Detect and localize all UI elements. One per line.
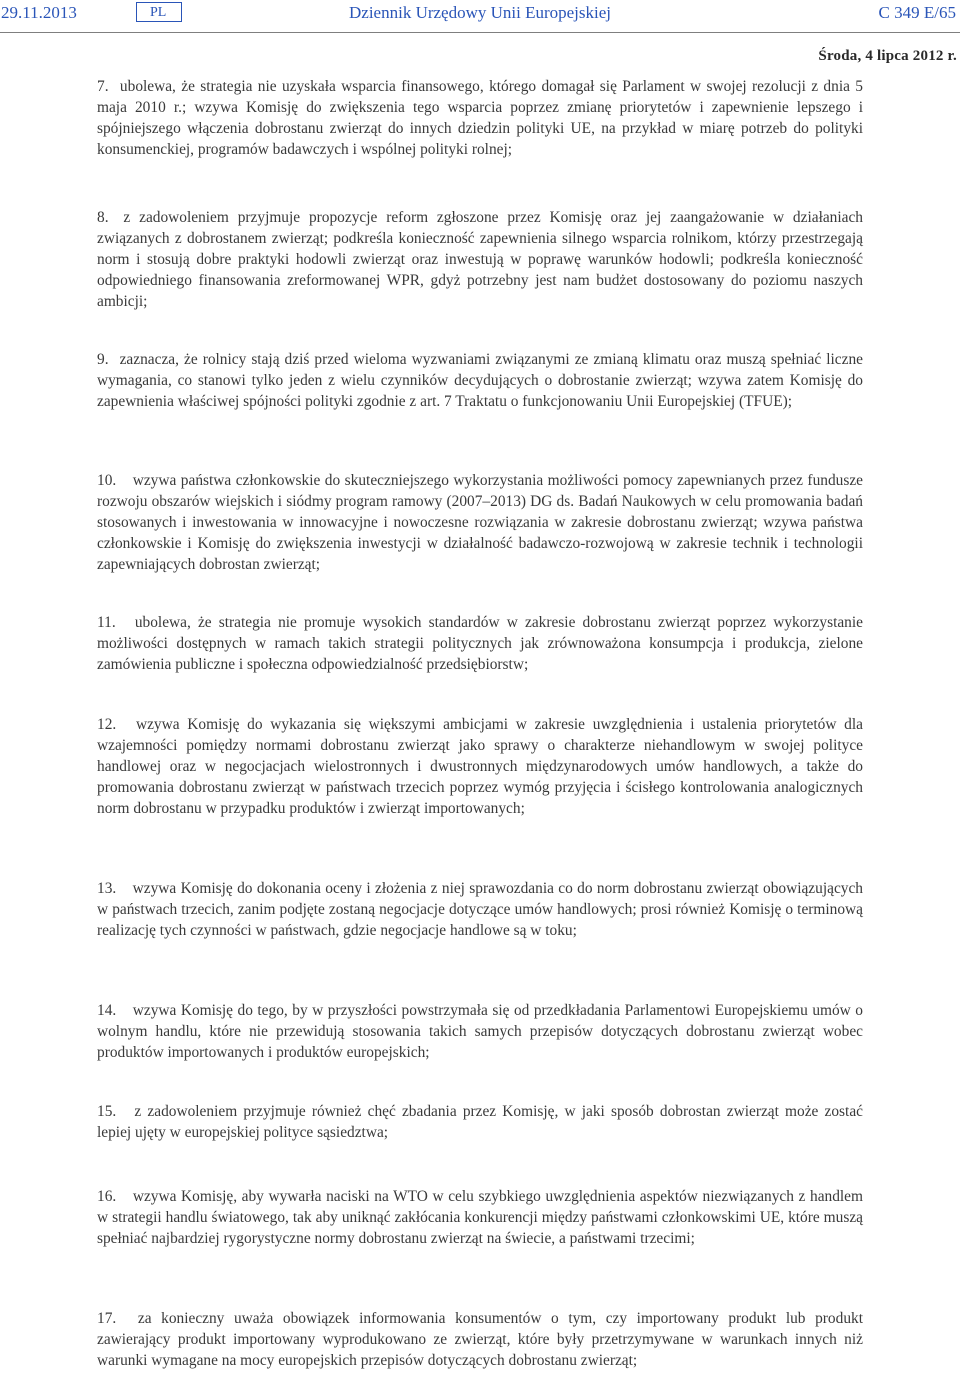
sitting-date: Środa, 4 lipca 2012 r. bbox=[818, 48, 957, 64]
paragraph-15 bbox=[97, 1101, 863, 1143]
paragraph-text: zaznacza, że rolnicy stają dziś przed wieloma wyzwaniami związanymi ze zmianą klimatu oraz muszą spełniać liczne wymagania, co stanowi tylko jeden z wielu czynników decydujących o dobrostanie zwierząt; wzywa zatem Komisję do zapewnienia właściwej spójności polityki zgodnie z art. 7 Traktatu o funkcjonowaniu Unii Europejskiej (TFUE); bbox=[97, 351, 863, 410]
paragraph-text: wzywa Komisję do tego, by w przyszłości powstrzymała się od przedkładania Parlamentowi Europejskiemu umów o wolnym handlu, które nie przewidują stosowania takich samych przepisów dotyczących dobrostanu zwierząt wobec produktów importowanych i produktów europejskich; bbox=[97, 1002, 863, 1061]
header-divider bbox=[0, 32, 960, 33]
paragraph-13 bbox=[97, 878, 863, 941]
paragraph-text: za konieczny uważa obowiązek informowania konsumentów o tym, czy importowany produkt lub produkt zawierający produkt importowany wyprodukowano ze zwierząt, które były przetrzymywane w warunkach innych niż warunki wymagane na mocy europejskich przepisów dotyczących dobrostanu zwierząt; bbox=[97, 1310, 863, 1369]
paragraph-number: 11. bbox=[97, 614, 116, 631]
publication-date: 29.11.2013 bbox=[1, 3, 77, 22]
journal-reference: C 349 E/65 bbox=[878, 3, 956, 22]
paragraph-number: 15. bbox=[97, 1103, 117, 1120]
paragraph-text: ubolewa, że strategia nie uzyskała wsparcia finansowego, którego domagał się Parlament w swojej rezolucji z dnia 5 maja 2010 r.; wzywa Komisję do zwiększenia tego wsparcia poprzez zmianę priorytetów i zapewnienie lepszego i spójniejszego włączenia dobrostanu zwierząt do innych dziedzin polityki UE, na przykład w miarę potrzeb do polityki konsumenckiej, programów badawczych i wspólnej polityki rolnej; bbox=[97, 78, 863, 158]
paragraph-14 bbox=[97, 1000, 863, 1063]
journal-title: Dziennik Urzędowy Unii Europejskiej bbox=[349, 3, 612, 22]
paragraph-number: 13. bbox=[97, 880, 117, 897]
paragraph-11 bbox=[97, 612, 863, 675]
paragraph-17 bbox=[97, 1308, 863, 1371]
paragraph-text: wzywa Komisję do wykazania się większymi ambicjami w zakresie uwzględnienia i ustalenia priorytetów dla wzajemności pomiędzy normami dobrostanu zwierząt jako sprawy o charakterze niehandlowym w swojej polityce handlowej oraz w negocjacjach wielostronnych i dwustronnych międzynarodowych umów handlowych, a także do promowania dobrostanu zwierząt w państwach trzecich poprzez wymóg przyjęcia i ścisłego kontrolowania analogicznych norm dobrostanu w przypadku produktów i zwierząt importowanych; bbox=[97, 716, 863, 817]
page-header bbox=[0, 3, 960, 29]
paragraph-8 bbox=[97, 207, 863, 312]
paragraph-number: 14. bbox=[97, 1002, 117, 1019]
language-badge: PL bbox=[136, 2, 182, 22]
paragraph-text: z zadowoleniem przyjmuje również chęć zbadania przez Komisję, w jaki sposób dobrostan zwierząt może zostać lepiej ujęty w europejskiej polityce sąsiedztwa; bbox=[97, 1103, 863, 1141]
paragraph-text: ubolewa, że strategia nie promuje wysokich standardów w zakresie dobrostanu zwierząt poprzez wykorzystanie możliwości dostępnych w ramach takich strategii politycznych jak zrównoważona konsumpcja i produkcja, zielone zamówienia publiczne i społeczna odpowiedzialność przedsiębiorstw; bbox=[97, 614, 863, 673]
paragraph-12 bbox=[97, 714, 863, 819]
paragraph-10 bbox=[97, 470, 863, 575]
paragraph-text: wzywa Komisję do dokonania oceny i złożenia z niej sprawozdania co do norm dobrostanu zwierząt obowiązujących w państwach trzecich, zanim podjęte zostaną negocjacje dotyczące umów handlowych; prosi również Komisję o terminową realizację tych czynności w państwach, gdzie negocjacje handlowe są w toku; bbox=[97, 880, 863, 939]
paragraph-text: z zadowoleniem przyjmuje propozycje reform zgłoszone przez Komisję oraz jej zaangażowanie w działaniach związanych z dobrostanem zwierząt; podkreśla konieczność zapewnienia silnego wsparcia rolnikom, którzy przestrzegają norm i stosują dobre praktyki hodowli zwierząt oraz inwestują w poprawę warunków hodowli; podkreśla konieczność odpowiedniego finansowania zreformowanej WPR, gdyż potrzebny jest nam budżet dostosowany do poziomu naszych ambicji; bbox=[97, 209, 864, 310]
paragraph-number: 8. bbox=[97, 209, 109, 226]
paragraph-number: 12. bbox=[97, 716, 117, 733]
paragraph-number: 16. bbox=[97, 1188, 117, 1205]
paragraph-number: 10. bbox=[97, 472, 117, 489]
paragraph-number: 7. bbox=[97, 78, 109, 95]
paragraph-16 bbox=[97, 1186, 863, 1249]
paragraph-number: 9. bbox=[97, 351, 109, 368]
paragraph-7 bbox=[97, 76, 863, 160]
paragraph-9 bbox=[97, 349, 863, 412]
paragraph-text: wzywa państwa członkowskie do skuteczniejszego wykorzystania możliwości pomocy zapewnianych przez fundusze rozwoju obszarów wiejskich i siódmy program ramowy (2007–2013) DG ds. Badań Naukowych w celu promowania badań stosowanych i inwestowania w innowacyjne i nowoczesne rozwiązania w zakresie dobrostanu zwierząt; wzywa państwa członkowskie i Komisję do zwiększenia inwestycji w działalność badawczo-rozwojową w zakresie technik i technologii zapewniających dobrostan zwierząt; bbox=[97, 472, 863, 573]
paragraph-number: 17. bbox=[97, 1310, 117, 1327]
paragraph-text: wzywa Komisję, aby wywarła naciski na WTO w celu szybkiego uwzględnienia aspektów niezwiązanych z handlem w strategii handlu światowego, tak aby uniknąć zakłócania konkurencji między państwami członkowskimi UE, które muszą spełniać najbardziej rygorystyczne normy dobrostanu zwierząt na świecie, a państwami trzecimi; bbox=[97, 1188, 863, 1247]
